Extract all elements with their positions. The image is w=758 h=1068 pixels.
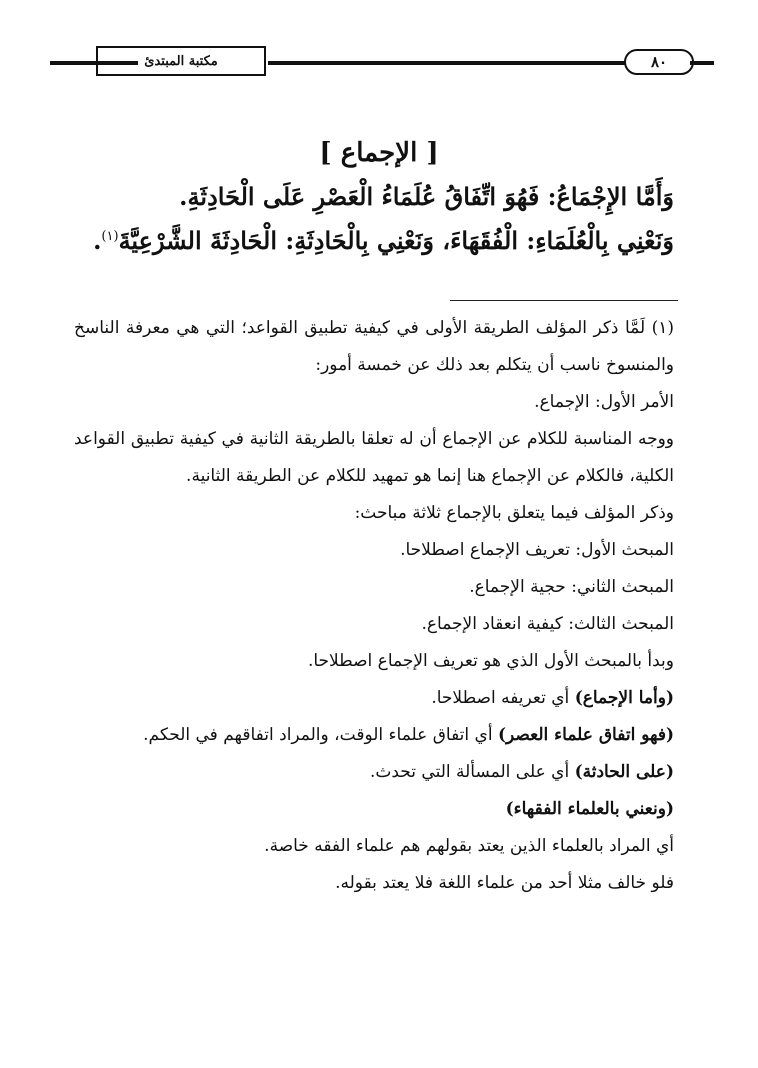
note-line: وذكر المؤلف فيما يتعلق بالإجماع ثلاثة مباحث: — [354, 503, 674, 523]
footnote-marker: (١) — [101, 229, 119, 244]
matn-line: وَأَمَّا الإِجْمَاعُ: فَهُوَ اتِّفَاقُ عُلَمَاءُ الْعَصْرِ عَلَى الْحَادِثَةِ. — [179, 182, 674, 211]
quoted-matn: (ونعني بالعلماء الفقهاء) — [505, 799, 674, 819]
quoted-matn: (وأما الإجماع) — [574, 688, 674, 708]
note-text: لَمَّا ذكر المؤلف الطريقة الأولى في كيفية تطبيق القواعد؛ التي هي معرفة الناسخ — [74, 318, 652, 338]
page-number: ٨٠ — [624, 49, 694, 75]
matn-line — [74, 226, 674, 255]
note-line: الأمر الأول: الإجماع. — [534, 392, 674, 412]
footnote-body — [74, 310, 674, 902]
footnote-marker: (١) — [651, 318, 674, 338]
note-text: أي تعريفه اصطلاحا. — [431, 688, 575, 708]
note-line: المبحث الأول: تعريف الإجماع اصطلاحا. — [400, 540, 674, 560]
header-rule — [690, 61, 714, 65]
note-text: أي اتفاق علماء الوقت، والمراد اتفاقهم في الحكم. — [143, 725, 498, 745]
matn-text: . — [93, 226, 102, 255]
note-line: فلو خالف مثلا أحد من علماء اللغة فلا يعتد بقوله. — [335, 873, 674, 893]
page-header — [44, 44, 714, 84]
note-line: وبدأ بالمبحث الأول الذي هو تعريف الإجماع اصطلاحا. — [307, 651, 674, 671]
section-title: [ الإجماع ] — [319, 138, 439, 168]
note-line: أي المراد بالعلماء الذين يعتد بقولهم هم علماء الفقه خاصة. — [264, 836, 674, 856]
note-line — [74, 680, 674, 717]
note-line — [74, 754, 674, 791]
footnote-separator — [450, 300, 678, 301]
note-line: المبحث الثالث: كيفية انعقاد الإجماع. — [421, 614, 674, 634]
note-line: ووجه المناسبة للكلام عن الإجماع أن له تعلقا بالطريقة الثانية في كيفية تطبيق القواعد — [74, 429, 674, 449]
note-line — [74, 717, 674, 754]
note-line — [74, 310, 674, 347]
header-rule — [268, 61, 646, 65]
quoted-matn: (فهو اتفاق علماء العصر) — [497, 725, 674, 745]
note-line: المبحث الثاني: حجية الإجماع. — [469, 577, 674, 597]
library-name: مكتبة المبتدئ — [96, 46, 266, 76]
quoted-matn: (على الحادثة) — [574, 762, 674, 782]
note-line: الكلية، فالكلام عن الإجماع هنا إنما هو تمهيد للكلام عن الطريقة الثانية. — [186, 466, 674, 486]
matn-text: وَنَعْنِي بِالْعُلَمَاءِ: الْفُقَهَاءَ، وَنَعْنِي بِالْحَادِثَةِ: الْحَادِثَةَ الشَّرْعِيَّةَ — [118, 226, 674, 255]
note-line: والمنسوخ ناسب أن يتكلم بعد ذلك عن خمسة أمور: — [315, 355, 674, 375]
note-text: أي على المسألة التي تحدث. — [369, 762, 575, 782]
note-line — [74, 791, 674, 828]
